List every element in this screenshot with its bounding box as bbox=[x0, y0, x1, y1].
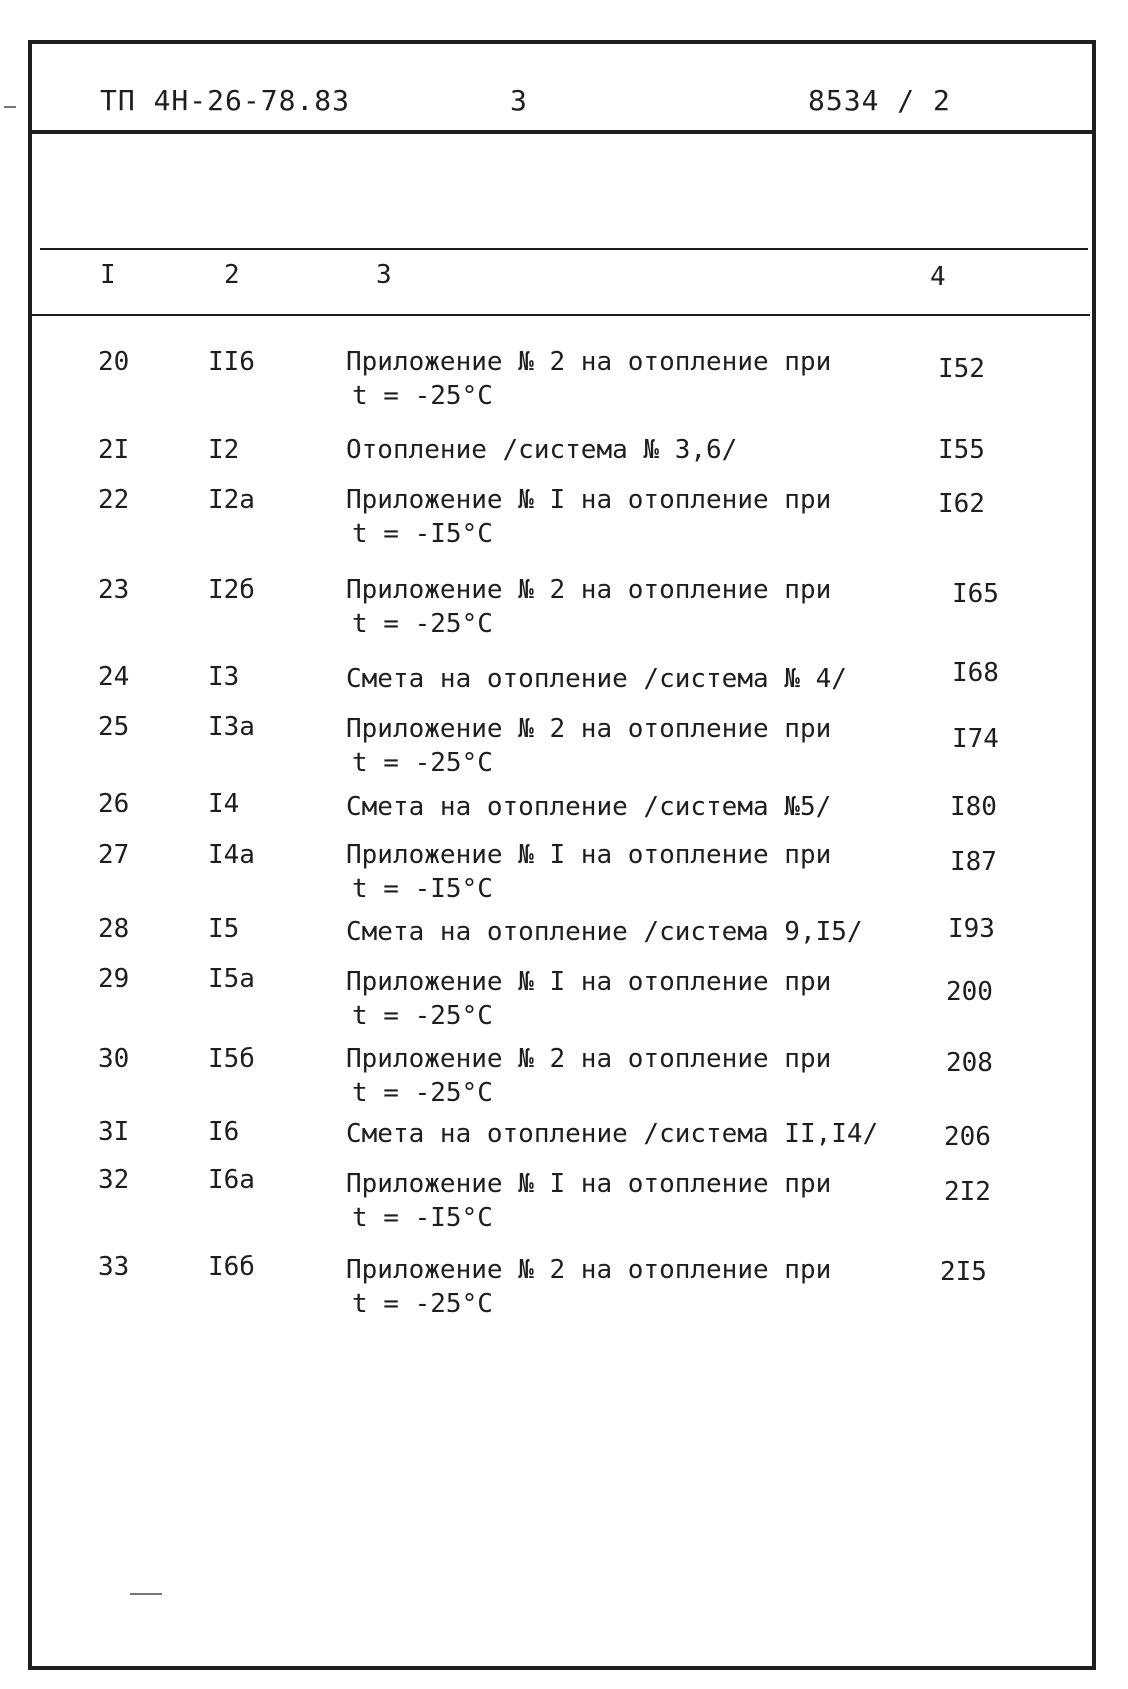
row-code: I2 bbox=[208, 435, 240, 465]
description-line-1: Смета на отопление /система №5/ bbox=[346, 792, 832, 822]
row-description bbox=[346, 965, 831, 1033]
column-heading-2: 2 bbox=[224, 260, 240, 290]
row-description bbox=[346, 1117, 878, 1151]
row-description bbox=[346, 915, 863, 949]
row-code: I4 bbox=[208, 789, 240, 819]
description-line-2: t = -I5°C bbox=[352, 519, 493, 549]
row-number: 28 bbox=[98, 914, 130, 944]
row-description bbox=[346, 838, 831, 906]
description-line-1: Приложение № I на отопление при bbox=[346, 967, 832, 997]
description-line-2: t = -25°C bbox=[352, 1289, 493, 1319]
row-number: 27 bbox=[98, 840, 130, 870]
row-page: I62 bbox=[938, 489, 985, 519]
description-line-1: Смета на отопление /система II,I4/ bbox=[346, 1119, 879, 1149]
row-code: I4а bbox=[208, 840, 255, 870]
row-page: I80 bbox=[950, 792, 997, 822]
row-page: I52 bbox=[938, 354, 985, 384]
description-line-1: Приложение № 2 на отопление при bbox=[346, 347, 832, 377]
row-number: 29 bbox=[98, 964, 130, 994]
description-line-1: Отопление /система № 3,6/ bbox=[346, 435, 738, 465]
row-description bbox=[346, 790, 831, 824]
row-page: I55 bbox=[938, 435, 985, 465]
row-code: I5а bbox=[208, 964, 255, 994]
row-number: 24 bbox=[98, 662, 130, 692]
row-page: I65 bbox=[952, 579, 999, 609]
row-number: 22 bbox=[98, 485, 130, 515]
description-line-2: t = -25°C bbox=[352, 748, 493, 778]
description-line-1: Приложение № I на отопление при bbox=[346, 485, 832, 515]
row-number: 30 bbox=[98, 1044, 130, 1074]
inventory-number: 8534 / 2 bbox=[808, 84, 951, 117]
row-code: I3 bbox=[208, 662, 240, 692]
row-description bbox=[346, 433, 737, 467]
description-line-2: t = -25°C bbox=[352, 1078, 493, 1108]
description-line-2: t = -25°C bbox=[352, 609, 493, 639]
row-code: I6 bbox=[208, 1117, 240, 1147]
description-line-2: t = -25°C bbox=[352, 381, 493, 411]
row-code: I2б bbox=[208, 575, 255, 605]
row-code: II6 bbox=[208, 347, 255, 377]
row-code: I3а bbox=[208, 712, 255, 742]
description-line-1: Приложение № 2 на отопление при bbox=[346, 575, 832, 605]
row-description bbox=[346, 712, 831, 780]
row-description bbox=[346, 662, 847, 696]
row-page: 2I5 bbox=[940, 1257, 987, 1287]
description-line-1: Смета на отопление /система № 4/ bbox=[346, 664, 847, 694]
description-line-1: Приложение № 2 на отопление при bbox=[346, 1255, 832, 1285]
description-line-1: Приложение № I на отопление при bbox=[346, 1169, 832, 1199]
row-description bbox=[346, 1167, 831, 1235]
row-code: I6б bbox=[208, 1252, 255, 1282]
row-page: 200 bbox=[946, 977, 993, 1007]
description-line-2: t = -I5°C bbox=[352, 1203, 493, 1233]
row-description bbox=[346, 573, 831, 641]
sheet-number: 3 bbox=[510, 84, 528, 117]
row-number: 3I bbox=[98, 1117, 130, 1147]
description-line-2: t = -I5°C bbox=[352, 874, 493, 904]
row-number: 26 bbox=[98, 789, 130, 819]
description-line-1: Приложение № 2 на отопление при bbox=[346, 1044, 832, 1074]
description-line-2: t = -25°C bbox=[352, 1001, 493, 1031]
row-code: I5б bbox=[208, 1044, 255, 1074]
row-number: 33 bbox=[98, 1252, 130, 1282]
row-code: I6а bbox=[208, 1165, 255, 1195]
column-heading-4: 4 bbox=[930, 262, 946, 292]
description-line-1: Смета на отопление /система 9,I5/ bbox=[346, 917, 863, 947]
row-number: 20 bbox=[98, 347, 130, 377]
row-description bbox=[346, 483, 831, 551]
table-head-line bbox=[30, 314, 1090, 316]
header-divider bbox=[30, 130, 1096, 134]
row-page: 208 bbox=[946, 1048, 993, 1078]
margin-mark bbox=[4, 106, 16, 108]
doc-code: ТП 4Н-26-78.83 bbox=[100, 84, 351, 117]
row-code: I5 bbox=[208, 914, 240, 944]
row-number: 2I bbox=[98, 435, 130, 465]
row-number: 23 bbox=[98, 575, 130, 605]
row-description bbox=[346, 1042, 831, 1110]
column-heading-1: I bbox=[100, 260, 116, 290]
row-page: I74 bbox=[952, 724, 999, 754]
description-line-1: Приложение № I на отопление при bbox=[346, 840, 832, 870]
row-number: 32 bbox=[98, 1165, 130, 1195]
row-page: I68 bbox=[952, 658, 999, 688]
description-line-1: Приложение № 2 на отопление при bbox=[346, 714, 832, 744]
row-code: I2а bbox=[208, 485, 255, 515]
row-page: 206 bbox=[944, 1122, 991, 1152]
row-page: I87 bbox=[950, 847, 997, 877]
row-page: 2I2 bbox=[944, 1177, 991, 1207]
scan-mark bbox=[130, 1593, 162, 1595]
row-description bbox=[346, 1253, 831, 1321]
column-heading-3: 3 bbox=[376, 260, 392, 290]
row-number: 25 bbox=[98, 712, 130, 742]
row-description bbox=[346, 345, 831, 413]
table-top-line bbox=[40, 248, 1088, 250]
row-page: I93 bbox=[948, 914, 995, 944]
